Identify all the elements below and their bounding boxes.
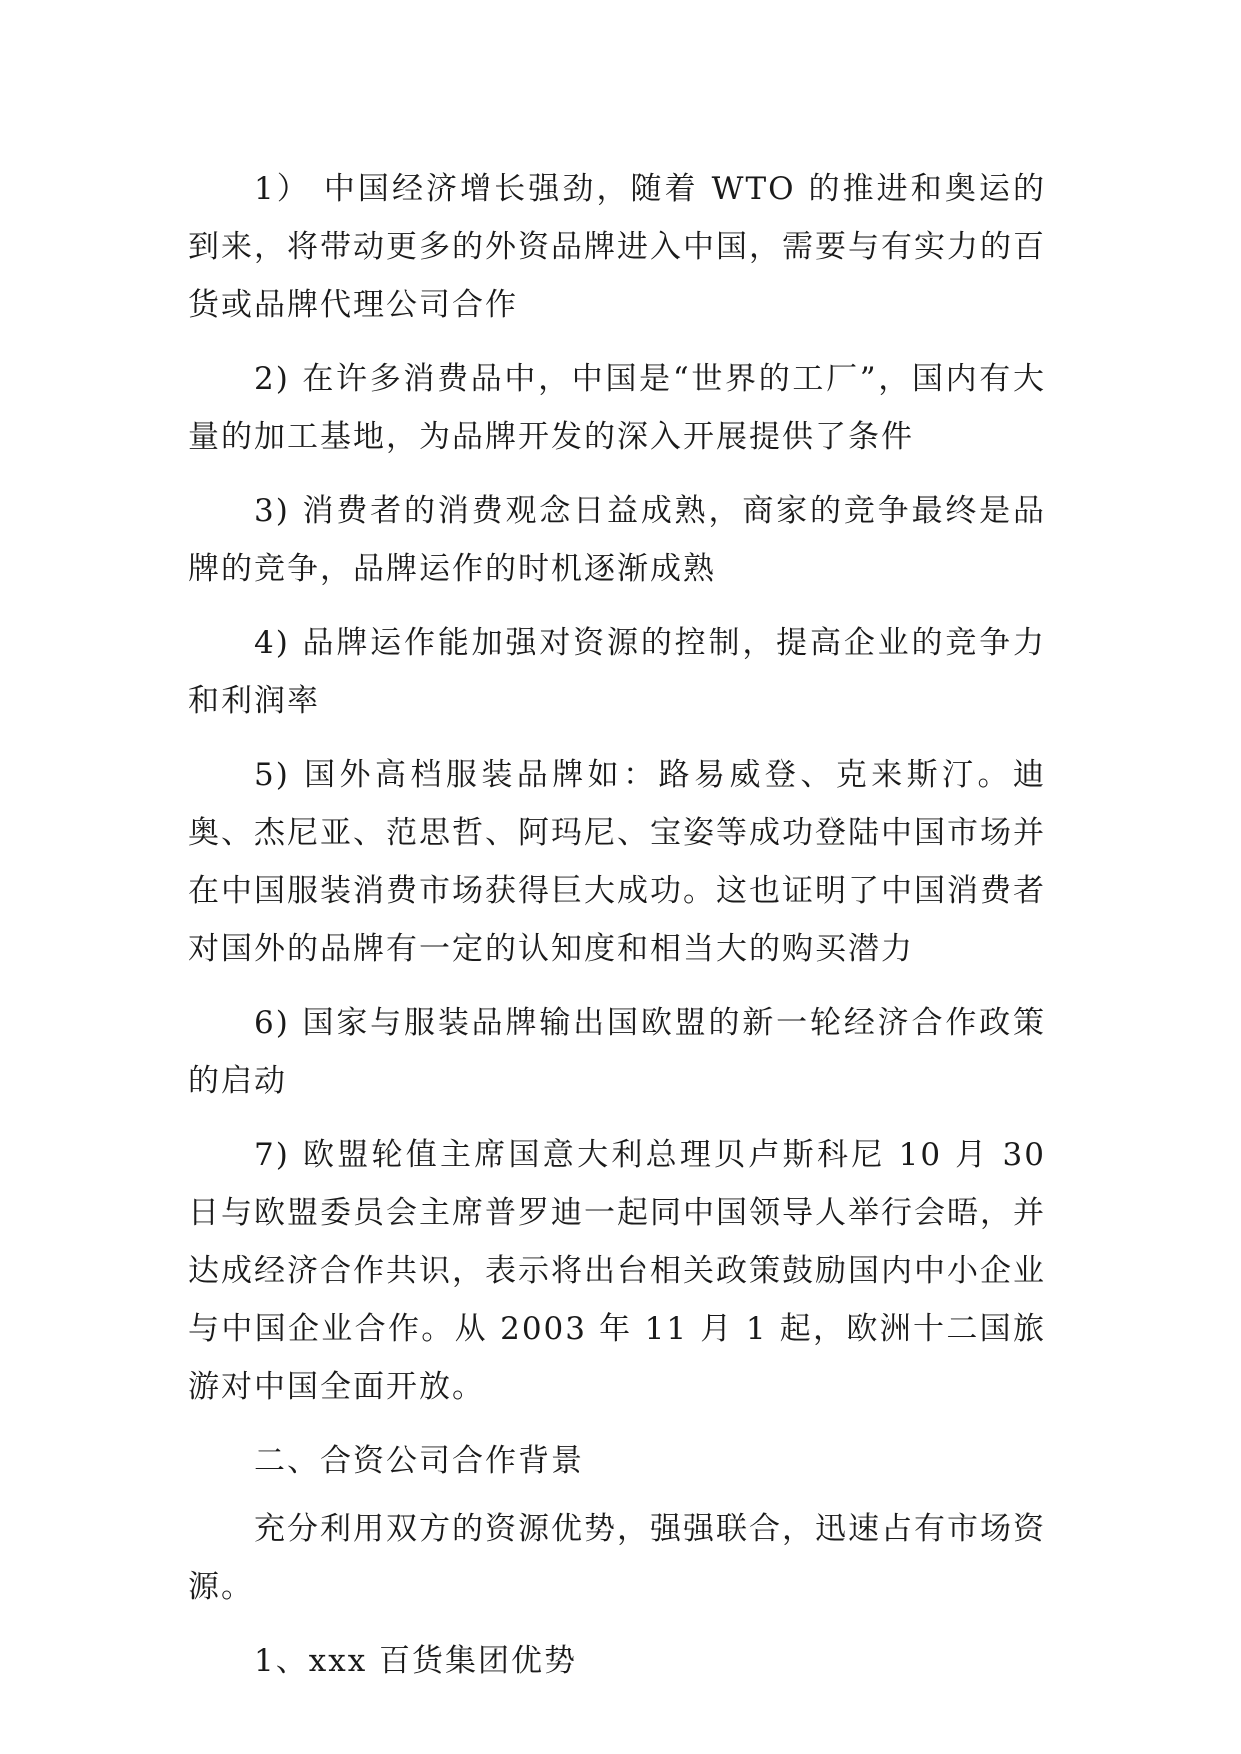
paragraph-7: 7) 欧盟轮值主席国意大利总理贝卢斯科尼 10 月 30 日与欧盟委员会主席普罗迪一起同中国领导人举行会晤，并达成经济合作共识，表示将出台相关政策鼓励国内中小企业与中国企业合作。从 2003 年 11 月 1 起，欧洲十二国旅游对中国全面开放。: [188, 1137, 1046, 1405]
section-heading: 二、合资公司合作背景: [254, 1443, 584, 1479]
section-intro: 充分利用双方的资源优势，强强联合，迅速占有市场资源。: [188, 1511, 1046, 1605]
subsection-heading: 1、xxx 百货集团优势: [254, 1643, 578, 1679]
paragraph-5: 5) 国外高档服装品牌如：路易威登、克来斯汀。迪奥、杰尼亚、范思哲、阿玛尼、宝姿等成功登陆中国市场并在中国服装消费市场获得巨大成功。这也证明了中国消费者对国外的品牌有一定的认知度和相当大的购买潜力: [188, 757, 1046, 967]
paragraph-2: 2) 在许多消费品中，中国是“世界的工厂”，国内有大量的加工基地，为品牌开发的深入开展提供了条件: [188, 361, 1046, 455]
paragraph-3: 3) 消费者的消费观念日益成熟，商家的竞争最终是品牌的竞争，品牌运作的时机逐渐成熟: [188, 493, 1046, 587]
paragraph-6: 6) 国家与服装品牌输出国欧盟的新一轮经济合作政策的启动: [188, 1005, 1046, 1099]
paragraph-1: 1） 中国经济增长强劲，随着 WTO 的推进和奥运的到来，将带动更多的外资品牌进入中国，需要与有实力的百货或品牌代理公司合作: [188, 171, 1046, 323]
paragraph-4: 4) 品牌运作能加强对资源的控制，提高企业的竞争力和利润率: [188, 625, 1046, 719]
document-body: [188, 160, 1046, 1700]
